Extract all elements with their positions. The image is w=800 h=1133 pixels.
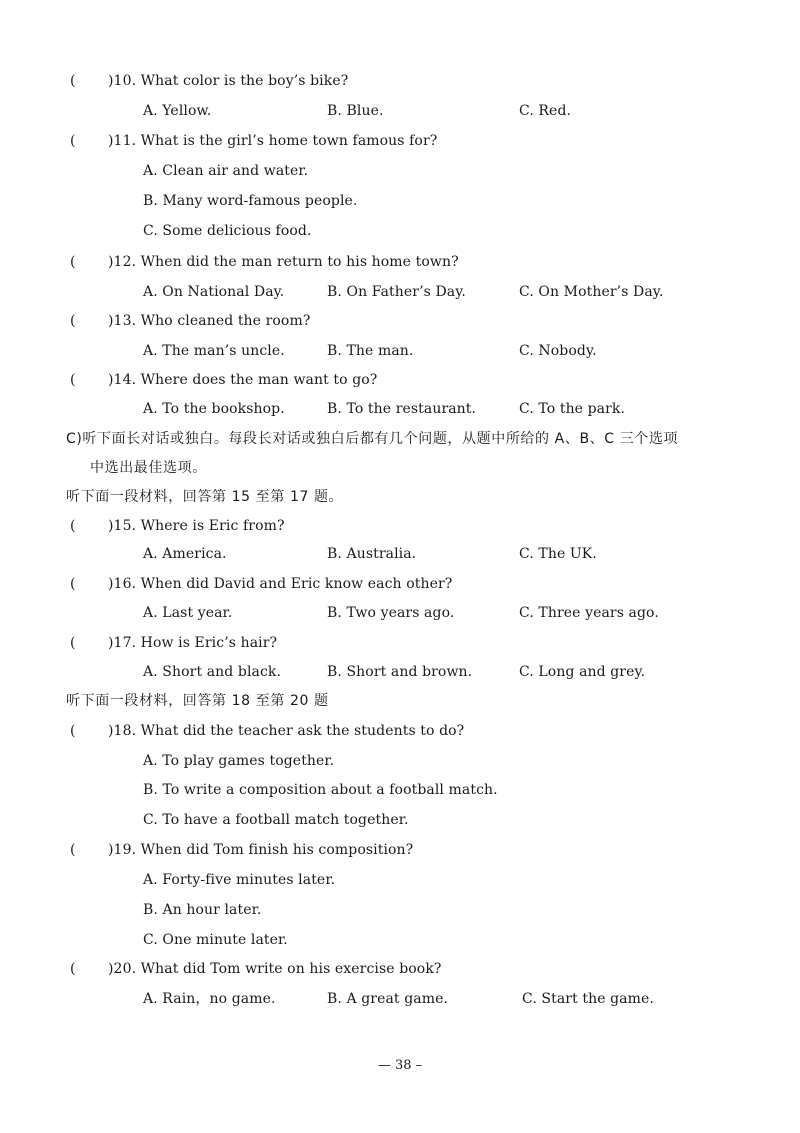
q10-option-a: A. Yellow. [143,103,212,119]
answer-paren: ( [70,313,76,329]
q11-option-c: C. Some delicious food. [143,223,312,239]
q16-option-c: C. Three years ago. [519,605,659,621]
question-10: )10. What color is the boy’s bike? [108,73,349,89]
q20-option-c: C. Start the game. [522,991,654,1007]
q10-option-b: B. Blue. [327,103,384,119]
q13-option-a: A. The man’s uncle. [143,343,285,359]
q18-option-c: C. To have a football match together. [143,812,409,828]
question-11: )11. What is the girl’s home town famous for? [108,133,438,149]
q16-option-b: B. Two years ago. [327,605,455,621]
answer-paren: ( [70,254,76,270]
q18-option-b: B. To write a composition about a football match. [143,782,498,798]
section-c-instruction: C)听下面长对话或独白。每段长对话或独白后都有几个问题，从题中所给的 A、B、C 三个选项 [66,431,679,447]
q11-option-b: B. Many word-famous people. [143,193,358,209]
q14-option-b: B. To the restaurant. [327,401,477,417]
q19-option-a: A. Forty-five minutes later. [143,872,336,888]
q12-option-a: A. On National Day. [143,284,285,300]
answer-paren: ( [70,961,76,977]
q11-option-a: A. Clean air and water. [143,163,309,179]
q17-option-b: B. Short and brown. [327,664,473,680]
question-17: )17. How is Eric’s hair? [108,635,278,651]
q15-option-b: B. Australia. [327,546,417,562]
q14-option-c: C. To the park. [519,401,626,417]
q16-option-a: A. Last year. [143,605,233,621]
answer-paren: ( [70,518,76,534]
material-heading-2: 听下面一段材料，回答第 18 至第 20 题 [66,693,329,709]
q13-option-c: C. Nobody. [519,343,597,359]
question-20: )20. What did Tom write on his exercise book? [108,961,442,977]
q12-option-b: B. On Father’s Day. [327,284,466,300]
q19-option-b: B. An hour later. [143,902,262,918]
question-16: )16. When did David and Eric know each other? [108,576,453,592]
answer-paren: ( [70,576,76,592]
q12-option-c: C. On Mother’s Day. [519,284,664,300]
question-13: )13. Who cleaned the room? [108,313,311,329]
q18-option-a: A. To play games together. [143,753,335,769]
q14-option-a: A. To the bookshop. [143,401,285,417]
question-15: )15. Where is Eric from? [108,518,285,534]
question-12: )12. When did the man return to his home town? [108,254,459,270]
q20-option-a: A. Rain，no game. [143,991,276,1007]
answer-paren: ( [70,372,76,388]
q19-option-c: C. One minute later. [143,932,288,948]
q20-option-b: B. A great game. [327,991,449,1007]
section-c-instruction-cont: 中选出最佳选项。 [90,460,207,476]
answer-paren: ( [70,723,76,739]
answer-paren: ( [70,842,76,858]
question-18: )18. What did the teacher ask the students to do? [108,723,465,739]
answer-paren: ( [70,635,76,651]
answer-paren: ( [70,133,76,149]
question-19: )19. When did Tom finish his composition? [108,842,414,858]
material-heading-1: 听下面一段材料，回答第 15 至第 17 题。 [66,489,344,505]
q10-option-c: C. Red. [519,103,572,119]
answer-paren: ( [70,73,76,89]
q15-option-a: A. America. [143,546,227,562]
q17-option-c: C. Long and grey. [519,664,646,680]
page-number: — 38 – [377,1058,423,1073]
q17-option-a: A. Short and black. [143,664,282,680]
question-14: )14. Where does the man want to go? [108,372,378,388]
q13-option-b: B. The man. [327,343,414,359]
q15-option-c: C. The UK. [519,546,597,562]
